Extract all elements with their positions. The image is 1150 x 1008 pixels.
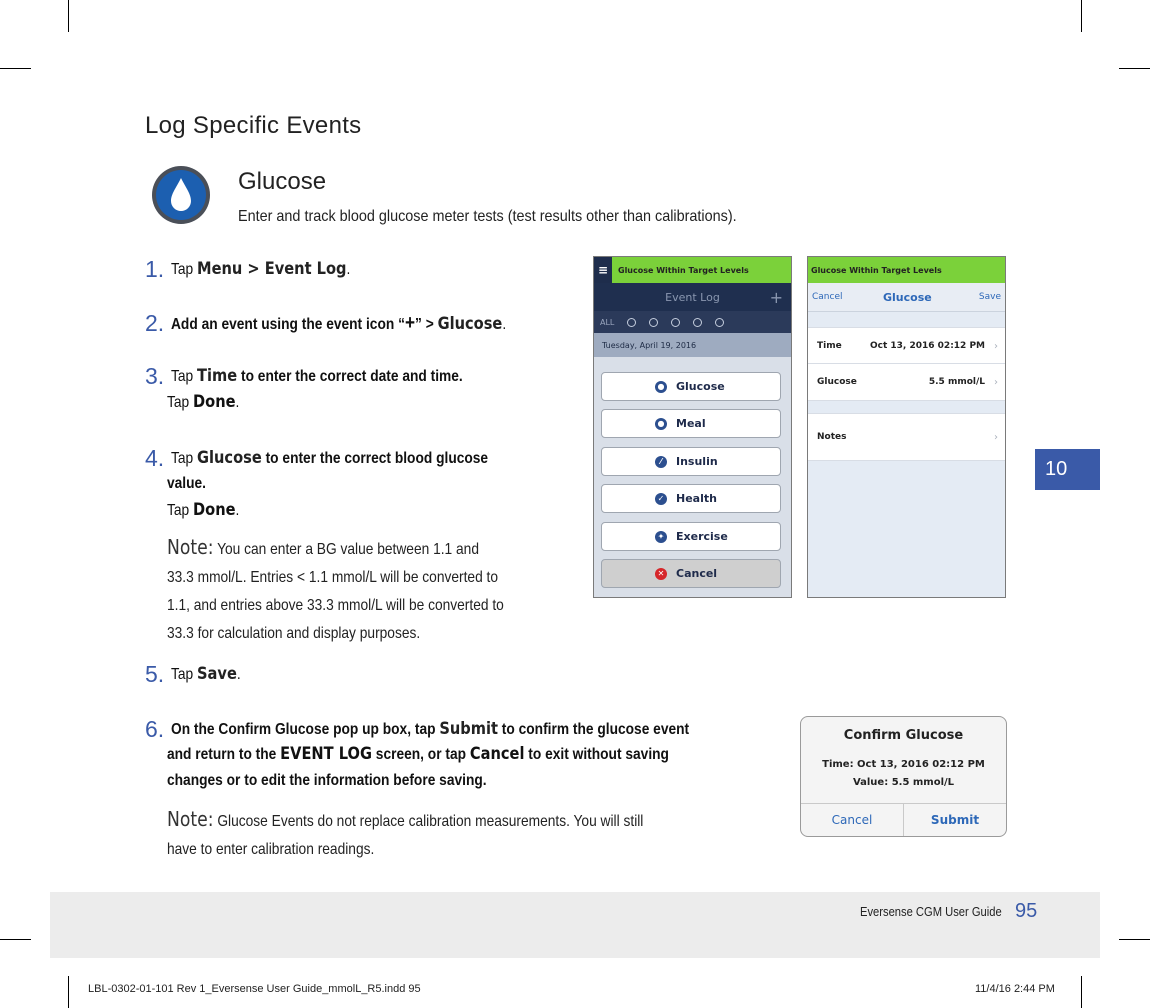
menu-cancel-button[interactable]: ✕ Cancel bbox=[601, 559, 781, 588]
step-4-line-3: Tap Done. bbox=[167, 500, 240, 520]
guide-title: Eversense CGM User Guide bbox=[860, 904, 1002, 919]
glucose-status-banner: ≡ Glucose Within Target Levels bbox=[594, 257, 791, 283]
time-row[interactable]: Time Oct 13, 2016 02:12 PM › bbox=[808, 327, 1005, 365]
confirm-glucose-dialog bbox=[800, 716, 1007, 837]
step-6-line-3: changes or to edit the information before saving. bbox=[167, 772, 487, 789]
save-button[interactable]: Save bbox=[978, 292, 1001, 302]
hamburger-menu-icon[interactable]: ≡ bbox=[594, 257, 612, 283]
filter-all[interactable]: ALL bbox=[600, 317, 615, 327]
step-3: 3. Tap Time to enter the correct date and time. bbox=[145, 363, 464, 389]
crop-mark bbox=[1081, 0, 1082, 32]
dialog-cancel-button[interactable]: Cancel bbox=[831, 813, 873, 827]
footer-band bbox=[50, 892, 1100, 958]
step-number: 3. bbox=[145, 363, 165, 389]
meal-filter-icon[interactable] bbox=[649, 318, 658, 327]
glucose-screen-title: Glucose bbox=[883, 290, 932, 304]
chevron-right-icon: › bbox=[994, 376, 998, 388]
chevron-right-icon: › bbox=[994, 340, 998, 352]
menu-exercise-button[interactable]: ✦ Exercise bbox=[601, 522, 781, 551]
glucose-drop-icon: ● bbox=[655, 381, 667, 393]
event-log-screenshot bbox=[593, 256, 792, 598]
glucose-nav-bar bbox=[808, 283, 1005, 312]
step-4-line-2: value. bbox=[167, 475, 207, 492]
crop-mark bbox=[0, 68, 31, 69]
chevron-right-icon: › bbox=[994, 431, 998, 443]
date-header: Tuesday, April 19, 2016 bbox=[594, 333, 791, 357]
step-6-line-2: and return to the EVENT LOG screen, or tap Cancel to exit without saving bbox=[167, 744, 669, 764]
glucose-drop-icon bbox=[150, 164, 212, 226]
step-number: 5. bbox=[145, 661, 165, 687]
dialog-value: Value: 5.5 mmol/L bbox=[852, 777, 955, 788]
crop-mark bbox=[1119, 939, 1150, 940]
exercise-icon: ✦ bbox=[655, 531, 667, 543]
dialog-submit-button[interactable]: Submit bbox=[903, 804, 1006, 836]
section-title: Log Specific Events bbox=[145, 112, 362, 139]
menu-path: Menu > Event Log bbox=[197, 259, 347, 279]
glucose-status-banner: Glucose Within Target Levels bbox=[808, 257, 1005, 283]
health-icon: ✓ bbox=[655, 493, 667, 505]
menu-glucose-button[interactable]: ● Glucose bbox=[601, 372, 781, 401]
insulin-filter-icon[interactable] bbox=[671, 318, 680, 327]
note-label: Note: bbox=[167, 535, 214, 559]
event-log-nav-bar bbox=[594, 283, 791, 311]
step-5: 5. Tap Save. bbox=[145, 661, 242, 687]
meal-icon: ● bbox=[655, 418, 667, 430]
step-number: 2. bbox=[145, 310, 165, 336]
crop-mark bbox=[1081, 976, 1082, 1008]
note-label: Note: bbox=[167, 807, 214, 831]
step-1: 1. Tap Menu > Event Log. bbox=[145, 256, 351, 282]
close-icon: ✕ bbox=[655, 568, 667, 580]
health-filter-icon[interactable] bbox=[693, 318, 702, 327]
step-2: 2. Add an event using the event icon “+” > Glucose. bbox=[145, 310, 507, 336]
event-log-title: Event Log bbox=[665, 290, 720, 304]
note-calibration: Note: Glucose Events do not replace calibration measurements. You will still have to enter calibration readings. bbox=[167, 807, 644, 858]
print-slug: LBL-0302-01-101 Rev 1_Eversense User Guide_mmolL_R5.indd 95 bbox=[88, 983, 421, 995]
dialog-buttons bbox=[801, 803, 1006, 836]
step-number: 4. bbox=[145, 445, 165, 471]
chapter-tab: 10 bbox=[1035, 449, 1100, 490]
notes-row[interactable]: Notes › bbox=[808, 413, 1005, 461]
plus-icon: + bbox=[405, 312, 416, 334]
add-event-icon[interactable]: + bbox=[769, 287, 783, 307]
dialog-time: Time: Oct 13, 2016 02:12 PM bbox=[822, 759, 985, 770]
menu-meal-button[interactable]: ● Meal bbox=[601, 409, 781, 438]
crop-mark bbox=[68, 976, 69, 1008]
crop-mark bbox=[1119, 68, 1150, 69]
crop-mark bbox=[68, 0, 69, 32]
cancel-button[interactable]: Cancel bbox=[812, 292, 843, 302]
print-date: 11/4/16 2:44 PM bbox=[975, 983, 1055, 995]
event-filter-bar bbox=[594, 311, 791, 333]
step-3-line-2: Tap Done. bbox=[167, 392, 240, 412]
note-bg-range: Note: You can enter a BG value between 1.1 and 33.3 mmol/L. Entries < 1.1 mmol/L will be converted to 1.1, and entries above 33.3 mmol/L will be converted to 33.3 for calculation and display purposes. bbox=[167, 535, 504, 642]
glucose-heading: Glucose bbox=[238, 168, 327, 195]
glucose-entry-screenshot bbox=[807, 256, 1006, 598]
dialog-title: Confirm Glucose bbox=[843, 728, 964, 743]
page-number: 95 bbox=[1015, 900, 1038, 922]
step-number: 1. bbox=[145, 256, 165, 282]
glucose-row[interactable]: Glucose 5.5 mmol/L › bbox=[808, 363, 1005, 401]
menu-health-button[interactable]: ✓ Health bbox=[601, 484, 781, 513]
menu-insulin-button[interactable]: ⁄ Insulin bbox=[601, 447, 781, 476]
step-4: 4. Tap Glucose to enter the correct blood glucose bbox=[145, 445, 489, 471]
step-6: 6. On the Confirm Glucose pop up box, tap Submit to confirm the glucose event bbox=[145, 716, 690, 742]
exercise-filter-icon[interactable] bbox=[715, 318, 724, 327]
crop-mark bbox=[0, 939, 31, 940]
glucose-description: Enter and track blood glucose meter tests (test results other than calibrations). bbox=[238, 208, 737, 225]
step-number: 6. bbox=[145, 716, 165, 742]
insulin-icon: ⁄ bbox=[655, 456, 667, 468]
glucose-filter-icon[interactable] bbox=[627, 318, 636, 327]
